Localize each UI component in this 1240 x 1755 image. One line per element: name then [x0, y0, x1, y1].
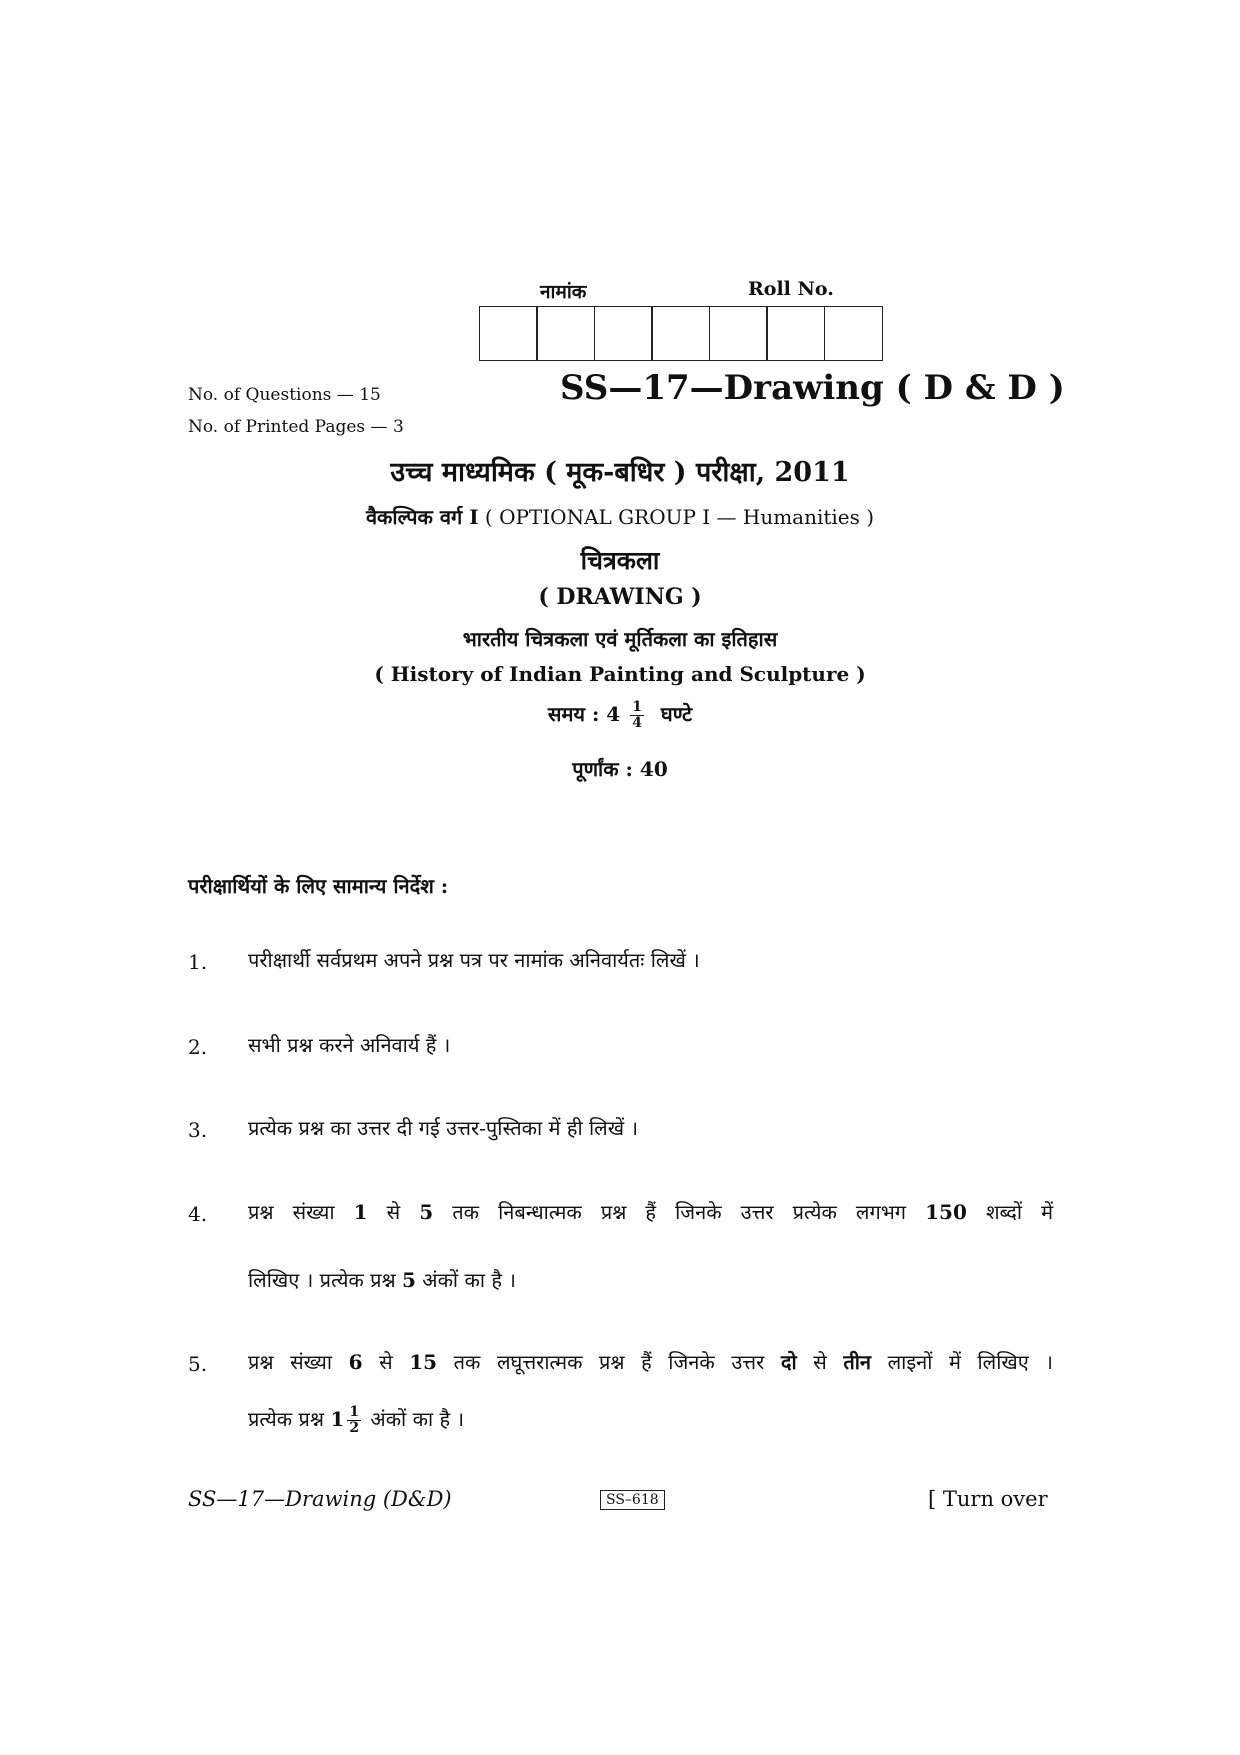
instruction-text-line: [248, 1266, 1053, 1293]
instruction-text-line: [248, 1198, 1053, 1225]
question-number: 6: [348, 1350, 363, 1374]
text-run: से: [379, 1350, 393, 1374]
time-fraction: [630, 700, 644, 731]
text-run: लाइनों में लिखिए ।: [887, 1350, 1053, 1374]
text-run: प्रश्न संख्या: [248, 1350, 333, 1374]
time-unit: घण्टे: [660, 702, 693, 726]
roll-digit-box[interactable]: [824, 306, 883, 361]
text-run: लिखिए । प्रत्येक प्रश्न: [248, 1268, 396, 1292]
question-number: 5: [419, 1200, 434, 1224]
paper-title-hindi: भारतीय चित्रकला एवं मूर्तिकला का इतिहास: [462, 627, 778, 651]
marks-fraction-denominator: 2: [349, 1420, 360, 1436]
number-of-pages: No. of Printed Pages — 3: [188, 417, 404, 437]
text-run: प्रत्येक प्रश्न: [248, 1407, 325, 1431]
marks-fraction-numerator: 1: [349, 1404, 360, 1420]
time-fraction-numerator: 1: [632, 699, 642, 715]
instruction-number: 5.: [188, 1352, 208, 1376]
paper-code: SS—17—Drawing ( D & D ): [560, 368, 1065, 408]
word-count: 150: [925, 1200, 967, 1224]
instruction-number: 1.: [188, 950, 208, 974]
text-run: से: [813, 1350, 827, 1374]
question-number: 15: [409, 1350, 438, 1374]
roll-label-english: Roll No.: [748, 278, 834, 300]
line-count: दो: [780, 1350, 797, 1374]
roll-label-hindi: नामांक: [540, 281, 587, 303]
time-allowed: [0, 700, 1240, 731]
time-fraction-denominator: 4: [632, 715, 642, 731]
roll-number-labels: [480, 278, 910, 304]
paper-title-english: ( History of Indian Painting and Sculpture ): [374, 662, 866, 686]
instruction-text: परीक्षार्थी सर्वप्रथम अपने प्रश्न पत्र पर नामांक अनिवार्यतः लिखें ।: [248, 948, 700, 972]
roll-number-boxes: [480, 306, 883, 361]
text-run: अंकों का है ।: [422, 1268, 516, 1292]
footer-print-code: SS–618: [600, 1490, 665, 1510]
instruction-text-line: [248, 1348, 1053, 1375]
instructions-heading: परीक्षार्थियों के लिए सामान्य निर्देश :: [188, 874, 449, 898]
instruction-number: 4.: [188, 1202, 208, 1226]
instruction-text-line: [248, 1405, 1053, 1436]
roll-digit-box[interactable]: [536, 306, 595, 361]
subject-hindi: चित्रकला: [580, 546, 660, 575]
instruction-number: 3.: [188, 1118, 208, 1142]
instruction-text: प्रत्येक प्रश्न का उत्तर दी गई उत्तर-पुस्तिका में ही लिखें ।: [248, 1116, 639, 1140]
turn-over-note: [ Turn over: [928, 1487, 1048, 1511]
text-run: प्रश्न संख्या: [248, 1200, 335, 1224]
time-label: समय : 4: [547, 702, 621, 726]
roll-digit-box[interactable]: [651, 306, 710, 361]
text-run: तक लघूत्तरात्मक प्रश्न हैं जिनके उत्तर: [453, 1350, 765, 1374]
marks-value: 1: [330, 1407, 345, 1431]
number-of-questions: No. of Questions — 15: [188, 385, 381, 405]
roll-digit-box[interactable]: [709, 306, 768, 361]
group-hindi: वैकल्पिक वर्ग I: [365, 505, 479, 529]
instruction-number: 2.: [188, 1035, 208, 1059]
text-run: शब्दों में: [985, 1200, 1054, 1224]
roll-digit-box[interactable]: [479, 306, 538, 361]
text-run: से: [386, 1200, 401, 1224]
text-run: अंकों का है ।: [370, 1407, 465, 1431]
question-number: 1: [353, 1200, 368, 1224]
instruction-text: सभी प्रश्न करने अनिवार्य हैं ।: [248, 1033, 451, 1057]
group-english: ( OPTIONAL GROUP I — Humanities ): [484, 505, 875, 529]
text-run: तक निबन्धात्मक प्रश्न हैं जिनके उत्तर प्रत्येक लगभग: [452, 1200, 907, 1224]
optional-group-line: [0, 503, 1240, 530]
maximum-marks: पूर्णांक : 40: [572, 757, 668, 781]
roll-digit-box[interactable]: [594, 306, 653, 361]
roll-digit-box[interactable]: [766, 306, 825, 361]
marks-fraction: [347, 1405, 361, 1436]
marks-value: 5: [402, 1268, 416, 1292]
exam-title: उच्च माध्यमिक ( मूक-बधिर ) परीक्षा, 2011: [390, 457, 850, 488]
subject-english: ( DRAWING ): [538, 584, 702, 610]
footer-paper-code: SS—17—Drawing (D&D): [188, 1487, 452, 1511]
line-count: तीन: [843, 1350, 872, 1374]
